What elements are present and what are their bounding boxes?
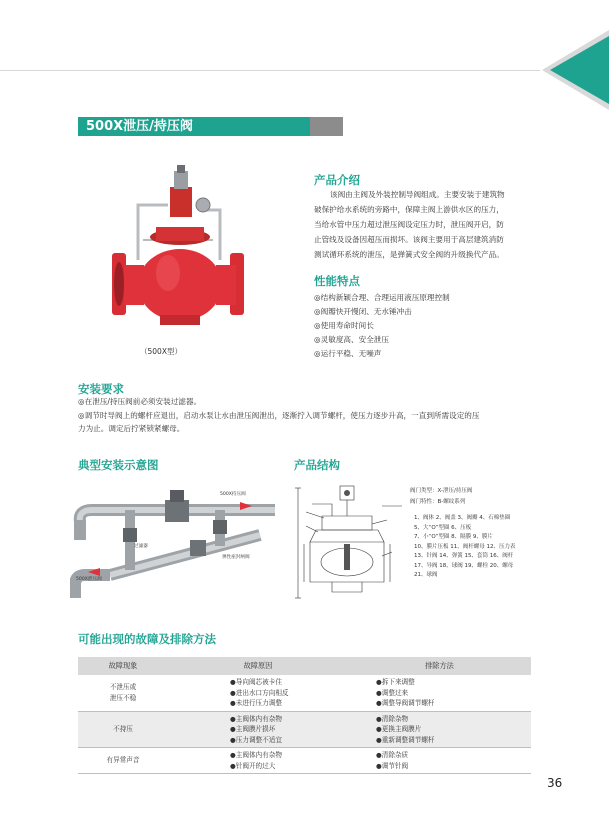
fault-causes [168, 675, 348, 711]
fault-fix: ●拆下来调整 [376, 678, 415, 686]
fault-symptom [78, 711, 168, 748]
features-heading: 性能特点 [314, 274, 360, 288]
fault-fixes [348, 711, 531, 748]
fault-fix: ●清除杂物 [376, 714, 409, 723]
fault-cause: ●导向阀芯被卡住 [230, 678, 282, 686]
structure-part: 7、小“O”型圈 8、隔膜 9、膜片 [414, 534, 493, 540]
fault-cause: ●针阀开的过大 [230, 761, 276, 770]
install-line: 力为止。调定后拧紧锁紧螺母。 [78, 424, 185, 433]
install-line: ◎在泄压/持压阀前必须安装过滤器。 [78, 397, 202, 406]
structure-type-labels [410, 486, 472, 507]
product-intro-line: 当给水管中压力超过泄压阀设定压力时，泄压阀开启，防 [314, 220, 504, 229]
structure-part: 21、球阀 [414, 572, 438, 578]
fault-fix: ●清除杂质 [376, 751, 409, 759]
structure-part: 5、大“O”型圈 6、压板 [414, 524, 472, 531]
feature-item: ◎使用寿命时间长 [314, 321, 374, 330]
fault-cause: ●压力调整不适宜 [230, 735, 282, 744]
diagram-label: 500X泄压阀 [76, 577, 102, 582]
valve-image-caption: （500X型） [140, 347, 182, 356]
structure-drawing [292, 482, 410, 604]
fault-causes [168, 748, 348, 774]
faults-table [78, 657, 531, 774]
fault-fix: ●调节针阀 [376, 761, 409, 770]
install-heading: 安装要求 [78, 382, 124, 396]
fault-cause: ●主阀体内有杂物 [230, 751, 282, 759]
feature-item: ◎阀瓣快开慢闭、无水锤冲击 [314, 307, 412, 316]
feature-item: ◎运行平稳、无噪声 [314, 349, 382, 358]
install-text [78, 395, 548, 436]
table-row [78, 675, 531, 711]
valve-image [108, 165, 248, 343]
structure-part: 1、阀体 2、阀盖 3、阀瓣 4、石棉垫圈 [414, 515, 511, 521]
structure-heading: 产品结构 [294, 458, 340, 472]
fault-cause: ●主阀膜片损坏 [230, 725, 276, 733]
structure-part: 10、膜片压板 11、阀杆螺母 12、压力表 [414, 543, 516, 550]
product-intro-line: 破保护给水系统的旁路中，保障主阀上游供水区的压力， [314, 205, 504, 214]
structure-part: 17、导阀 18、球阀 19、螺栓 20、螺母 [414, 562, 514, 569]
fault-symptom-line: 不持压 [113, 725, 133, 733]
fault-fix: ●重新调整调节螺杆 [376, 735, 435, 744]
fault-causes [168, 711, 348, 748]
features-list [314, 291, 450, 361]
product-intro-line: 止管线及设备因超压而损坏。该阀主要用于高层建筑消防 [314, 235, 504, 244]
faults-heading: 可能出现的故障及排除方法 [78, 632, 216, 646]
fault-fixes [348, 748, 531, 774]
diagram-label: 500X持压阀 [220, 492, 246, 497]
install-diagram [70, 480, 285, 600]
page-number: 36 [547, 776, 563, 790]
faults-header-row [78, 657, 531, 675]
install-diagram-heading: 典型安装示意图 [78, 458, 159, 472]
diagram-label: 过滤器 [134, 544, 148, 549]
structure-parts-list [414, 514, 516, 581]
product-intro-text [314, 187, 546, 262]
title-bar-accent [310, 117, 343, 136]
faults-header-cell: 故障原因 [168, 657, 348, 675]
fault-symptom [78, 748, 168, 774]
faults-header-cell: 故障现象 [78, 657, 168, 675]
structure-part: 13、针阀 14、弹簧 15、套筒 16、阀杆 [414, 553, 514, 559]
fault-cause: ●进出水口方向相反 [230, 688, 289, 697]
product-intro-heading: 产品介绍 [314, 173, 360, 187]
install-line: ◎调节时导阀上的螺杆应退出，启动水泵让水由泄压阀泄出，逐渐拧入调节螺杆，使压力逐步升高，一直到所需设定的压 [78, 410, 480, 420]
corner-arrow-decoration [528, 30, 609, 110]
table-row [78, 748, 531, 774]
structure-type-label: 阀门类型：X-泄压/持压阀 [410, 488, 473, 494]
table-row [78, 711, 531, 748]
faults-header-cell: 排除方法 [348, 657, 531, 675]
fault-fix: ●调整导阀调节螺杆 [376, 699, 435, 707]
diagram-label: 弹性座封闸阀 [222, 555, 250, 560]
top-divider [0, 70, 540, 71]
fault-symptom-line: 有异常声音 [106, 756, 140, 765]
fault-fix: ●更换主阀膜片 [376, 725, 422, 733]
feature-item: ◎灵敏度高、安全泄压 [314, 335, 389, 344]
feature-item: ◎结构新颖合理、合理运用液压原理控制 [314, 293, 450, 302]
structure-type-label: 阀门特性：B-螺纹系列 [410, 498, 466, 505]
fault-symptom [78, 675, 168, 711]
page-title: 500X泄压/持压阀 [78, 117, 310, 136]
fault-fixes [348, 675, 531, 711]
fault-cause: ●主阀体内有杂物 [230, 714, 282, 723]
fault-symptom-line: 泄压不稳 [109, 693, 137, 702]
fault-symptom-line: 不泄压或 [109, 683, 137, 692]
fault-cause: ●未进行压力调整 [230, 699, 282, 707]
product-intro-line: 测试循环系统的泄压，是弹簧式安全阀的升级换代产品。 [314, 250, 504, 259]
product-intro-line: 该阀由主阀及外装控制导阀组成。主要安装于建筑物 [330, 190, 505, 199]
fault-fix: ●调整过来 [376, 688, 409, 697]
